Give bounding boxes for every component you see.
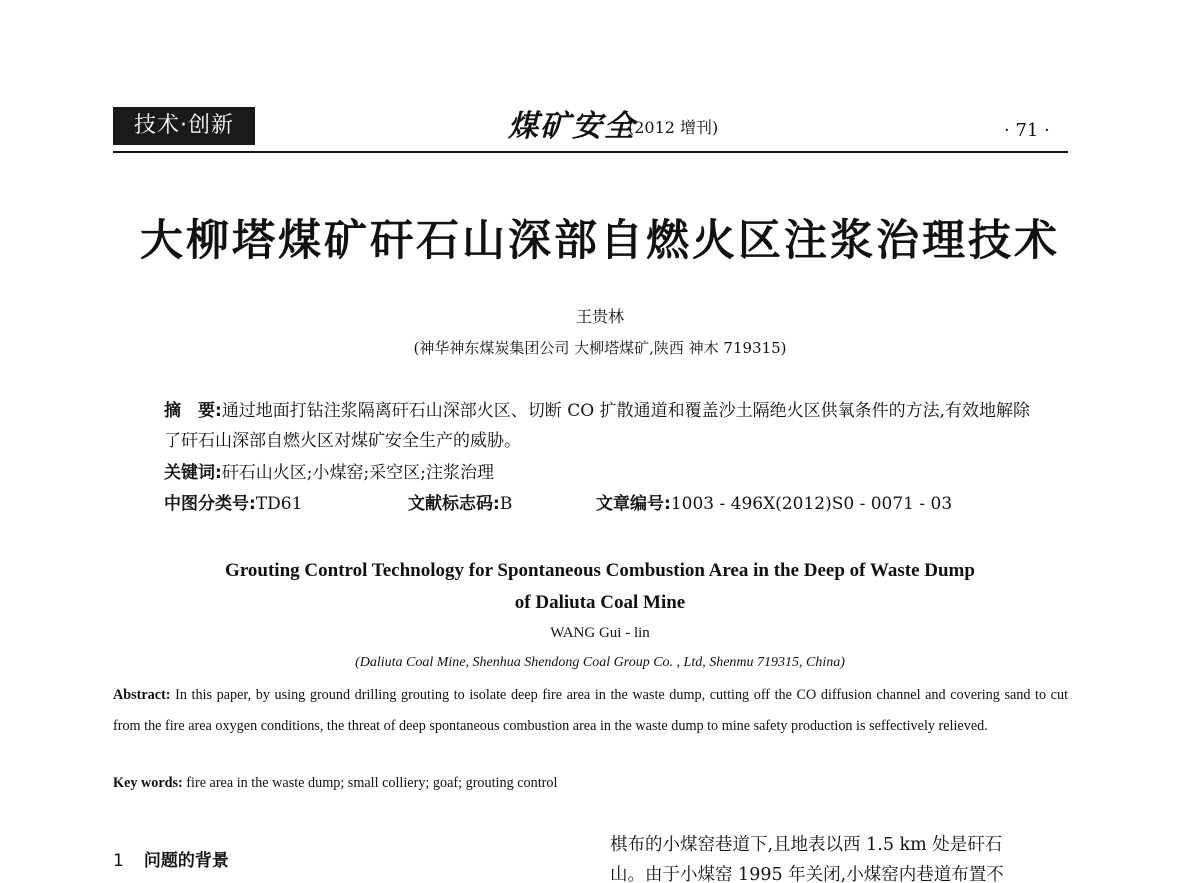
section-tag: 技术·创新 (113, 107, 255, 145)
section-title: 问题的背景 (143, 851, 229, 871)
keywords-cn-label: 关键词: (164, 463, 222, 483)
abstract-en-label: Abstract: (113, 687, 171, 703)
page-number: · 71 · (1004, 120, 1050, 141)
keywords-en (113, 770, 1068, 796)
body-text-line: 山。由于小煤窑 1995 年关闭,小煤窑内巷道布置不 (610, 865, 1004, 883)
english-affiliation: (Daliuta Coal Mine, Shenhua Shendong Coal Group Co. , Ltd, Shenmu 719315, China) (355, 655, 845, 670)
article-no-item (596, 490, 952, 518)
body-right-column (610, 830, 1070, 883)
abstract-cn-label: 摘 要: (164, 401, 222, 421)
paper-title: 大柳塔煤矿矸石山深部自燃火区注浆治理技术 (140, 216, 1060, 266)
body-text-line: 棋布的小煤窑巷道下,且地表以西 1.5 km 处是矸石 (610, 835, 1003, 855)
english-title-line2: of Daliuta Coal Mine (514, 592, 686, 613)
keywords-cn-text: 矸石山火区;小煤窑;采空区;注浆治理 (221, 463, 494, 483)
author-affiliation: (神华神东煤炭集团公司 大柳塔煤矿,陕西 神木 719315) (413, 339, 787, 357)
abstract-cn (164, 396, 1044, 456)
abstract-cn-text: 通过地面打钻注浆隔离矸石山深部火区、切断 CO 扩散通道和覆盖沙土隔绝火区供氧条件的方法,有效地解除了矸石山深部自燃火区对煤矿安全生产的威胁。 (164, 401, 1030, 451)
clc-value: TD61 (255, 494, 303, 514)
section-heading (113, 848, 229, 874)
english-title-line1: Grouting Control Technology for Spontaneous Combustion Area in the Deep of Waste Dump (225, 560, 975, 581)
article-no-value: 1003 - 496X(2012)S0 - 0071 - 03 (670, 494, 953, 514)
journal-issue: (2012 增刊) (628, 118, 719, 137)
doc-code-item (408, 490, 512, 518)
clc-item (164, 490, 302, 518)
doc-code-label: 文献标志码: (408, 494, 500, 514)
english-author: WANG Gui - lin (550, 625, 650, 641)
header-rule (113, 151, 1068, 153)
keywords-cn (164, 458, 1044, 488)
section-number: 1 (113, 851, 124, 871)
journal-name: 煤矿安全 (508, 109, 636, 144)
article-no-label: 文章编号: (596, 494, 671, 514)
abstract-en (113, 680, 1068, 742)
keywords-en-text: fire area in the waste dump; small colliery; goaf; grouting control (186, 775, 558, 791)
abstract-en-text: In this paper, by using ground drilling grouting to isolate deep fire area in the waste dump, cutting off the CO diffusion channel and covering sand to cut from the fire area oxygen conditions, the threat of deep spontaneous combustion area in the waste dump to mine safety production is seffectively relieved. (113, 687, 1069, 734)
clc-label: 中图分类号: (164, 494, 256, 514)
author-name: 王贵林 (575, 307, 624, 326)
keywords-en-label: Key words: (113, 775, 183, 791)
doc-code-value: B (499, 494, 513, 514)
